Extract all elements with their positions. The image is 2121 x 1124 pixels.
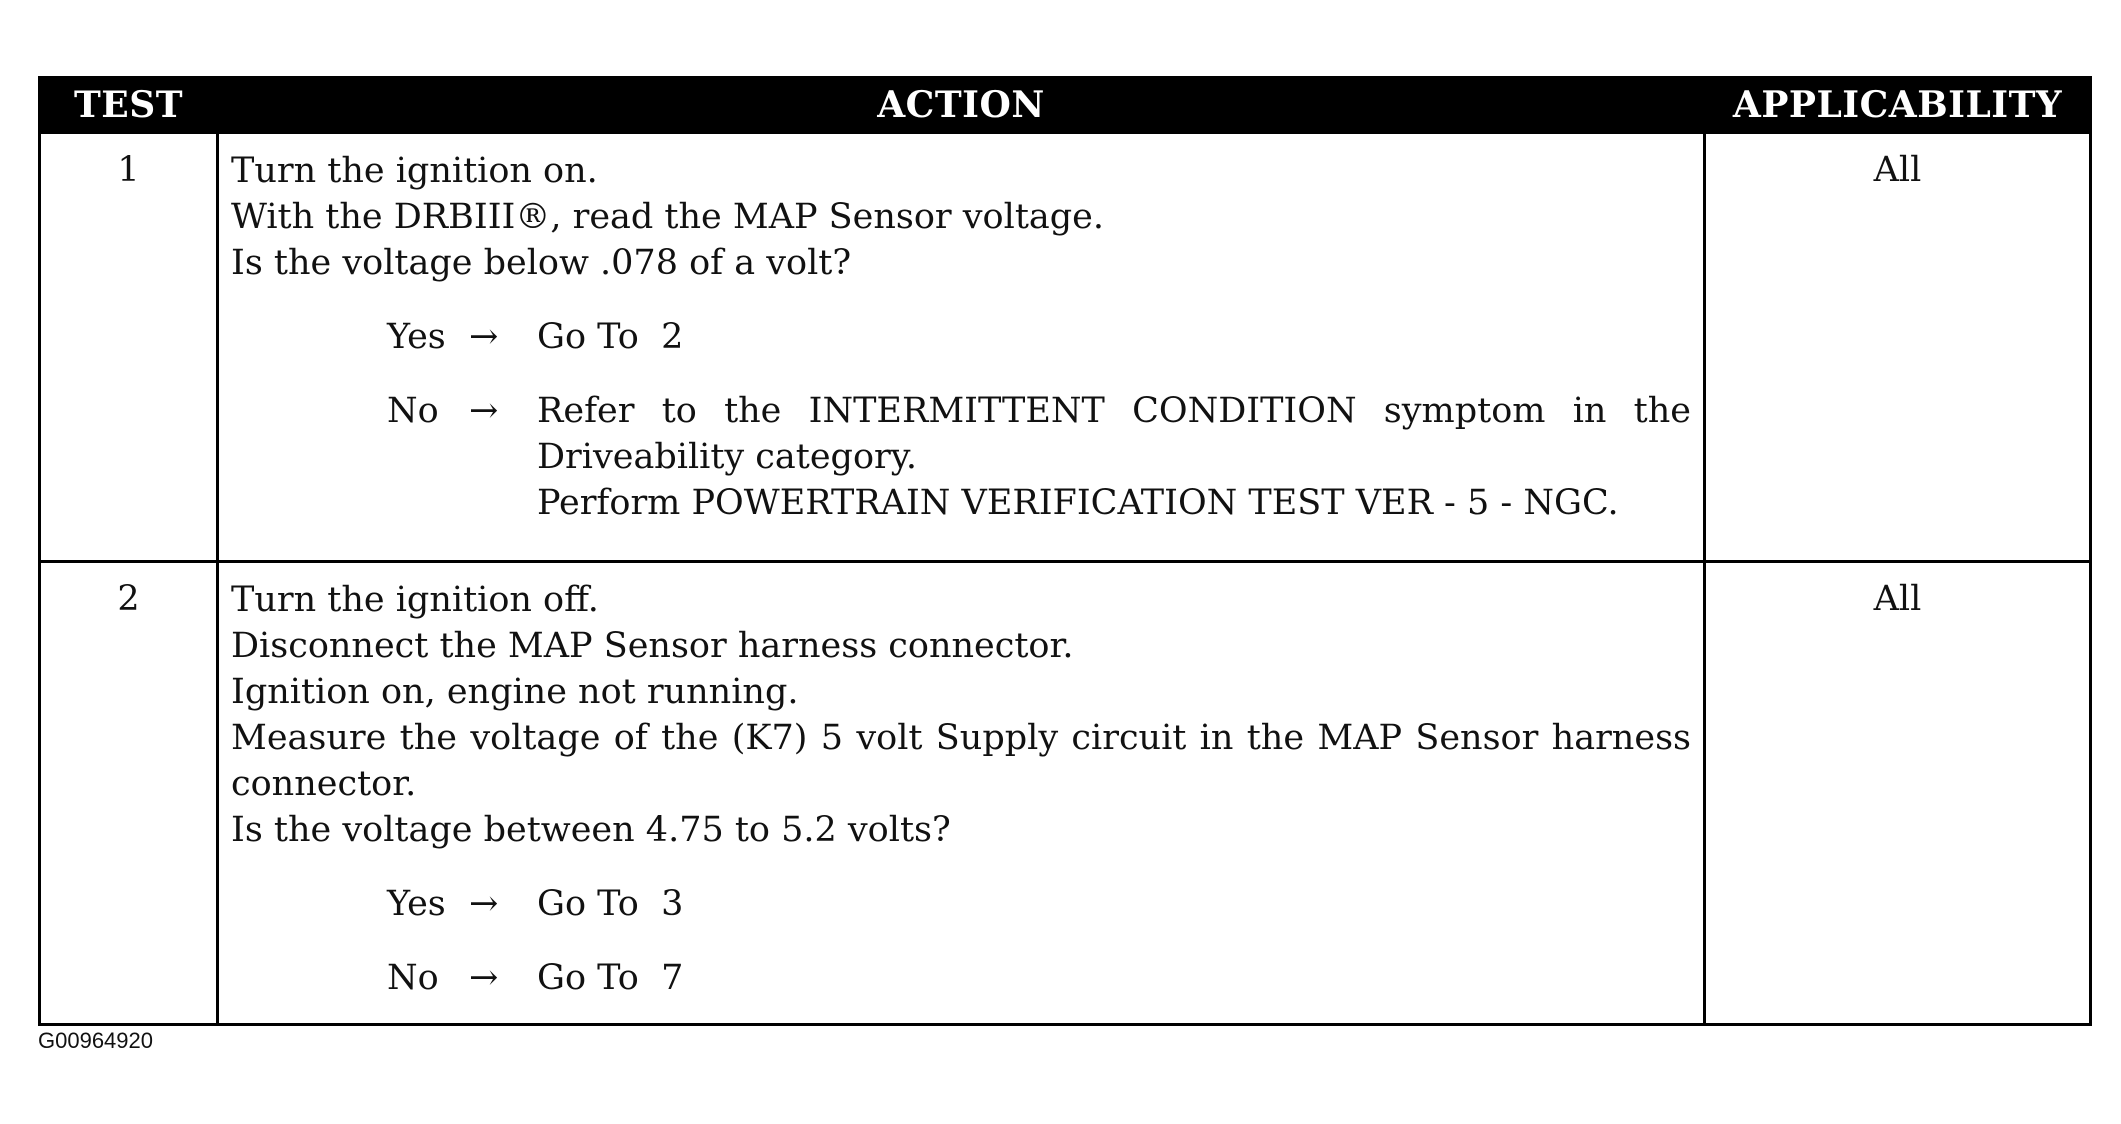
table-row xyxy=(40,562,2091,1025)
header-applicability: APPLICABILITY xyxy=(1705,78,2091,133)
yes-result xyxy=(537,314,1691,360)
test-number: 2 xyxy=(40,562,218,1025)
yes-branch xyxy=(387,314,1691,360)
yes-result xyxy=(537,881,1691,927)
action-step: Turn the ignition on. xyxy=(231,151,598,191)
header-action: ACTION xyxy=(218,78,1705,133)
action-step: Is the voltage between 4.75 to 5.2 volts? xyxy=(231,810,951,850)
action-step: Turn the ignition off. xyxy=(231,580,599,620)
yes-label: Yes xyxy=(387,884,446,924)
result-line: Go To 7 xyxy=(537,958,684,998)
result-line: Go To 3 xyxy=(537,884,684,924)
right-arrow-icon: → xyxy=(469,391,499,431)
no-branch xyxy=(387,388,1691,526)
no-branch xyxy=(387,955,1691,1001)
applicability-cell: All xyxy=(1705,133,2091,562)
header-test: TEST xyxy=(40,78,218,133)
action-step: Measure the voltage of the (K7) 5 volt Supply circuit in the MAP Sensor harness xyxy=(231,718,1691,758)
yes-label: Yes xyxy=(387,317,446,357)
result-line: Driveability category. xyxy=(537,437,917,477)
figure-id: G00964920 xyxy=(38,1028,153,1053)
no-result xyxy=(537,388,1691,526)
action-step: connector. xyxy=(231,764,417,804)
no-result xyxy=(537,955,1691,1001)
diagnostic-test-table xyxy=(38,76,2092,1026)
test-number: 1 xyxy=(40,133,218,562)
table-row xyxy=(40,133,2091,562)
action-cell xyxy=(218,562,1705,1025)
result-line: Go To 2 xyxy=(537,317,684,357)
action-step: With the DRBIII®, read the MAP Sensor voltage. xyxy=(231,197,1105,237)
action-cell xyxy=(218,133,1705,562)
no-label: No xyxy=(387,391,439,431)
action-step: Disconnect the MAP Sensor harness connector. xyxy=(231,626,1074,666)
result-line: Refer to the INTERMITTENT CONDITION symptom in the xyxy=(537,391,1691,431)
action-step: Ignition on, engine not running. xyxy=(231,672,799,712)
table-header-row xyxy=(40,78,2091,133)
result-line: Perform POWERTRAIN VERIFICATION TEST VER - 5 - NGC. xyxy=(537,483,1619,523)
no-label: No xyxy=(387,958,439,998)
applicability-cell: All xyxy=(1705,562,2091,1025)
yes-branch xyxy=(387,881,1691,927)
action-step: Is the voltage below .078 of a volt? xyxy=(231,243,852,283)
right-arrow-icon: → xyxy=(469,958,499,998)
right-arrow-icon: → xyxy=(469,884,499,924)
right-arrow-icon: → xyxy=(469,317,499,357)
